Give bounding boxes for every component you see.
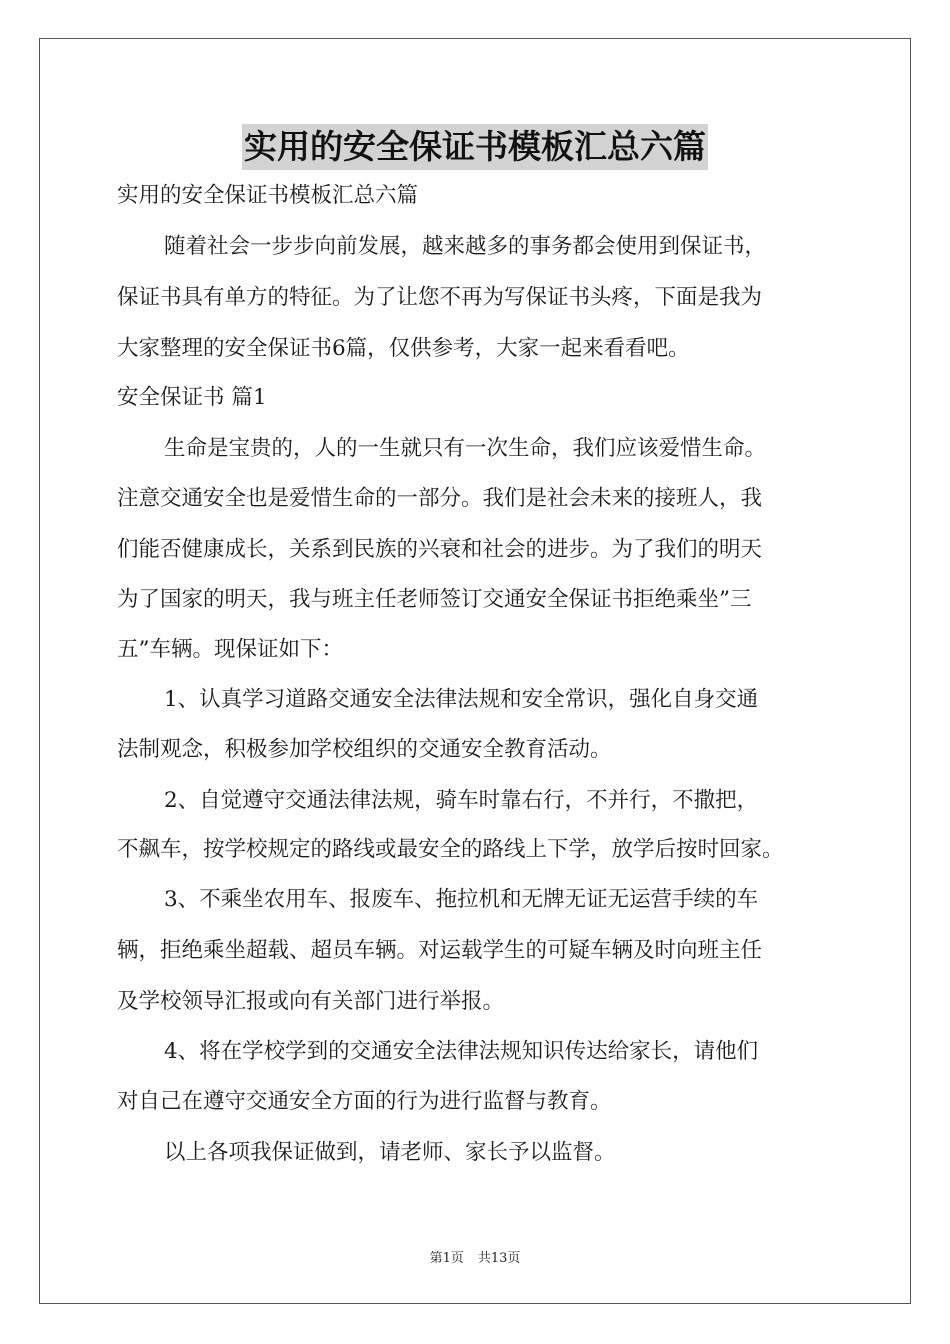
section-heading: 安全保证书 篇1 — [117, 385, 267, 410]
paragraph-line: 生命是宝贵的，人的一生就只有一次生命，我们应该爱惜生命。 — [164, 436, 767, 461]
paragraph-line: 们能否健康成长，关系到民族的兴衰和社会的进步。为了我们的明天 — [117, 537, 763, 562]
document-title: 实用的安全保证书模板汇总六篇 — [242, 124, 708, 170]
list-item-line: 对自己在遵守交通安全方面的行为进行监督与教育。 — [117, 1089, 612, 1114]
list-item-line: 辆，拒绝乘坐超载、超员车辆。对运载学生的可疑车辆及时向班主任 — [117, 938, 763, 963]
paragraph-line: 随着社会一步步向前发展，越来越多的事务都会使用到保证书， — [164, 234, 767, 259]
closing-line: 以上各项我保证做到，请老师、家长予以监督。 — [164, 1140, 616, 1165]
list-item-line: 3、不乘坐农用车、报废车、拖拉机和无牌无证无运营手续的车 — [164, 887, 759, 912]
paragraph-line: 保证书具有单方的特征。为了让您不再为写保证书头疼，下面是我为 — [117, 285, 763, 310]
page-footer — [0, 1247, 950, 1266]
paragraph-line: 五”车辆。现保证如下： — [117, 637, 343, 662]
page-total: 共13页 — [477, 1251, 521, 1266]
paragraph-line: 为了国家的明天，我与班主任老师签订交通安全保证书拒绝乘坐”三 — [117, 587, 752, 612]
list-item-line: 4、将在学校学到的交通安全法律法规知识传达给家长，请他们 — [164, 1039, 759, 1064]
list-item-line: 法制观念，积极参加学校组织的交通安全教育活动。 — [117, 737, 612, 762]
page-number: 第1页 — [429, 1251, 464, 1266]
paragraph-line: 注意交通安全也是爱惜生命的一部分。我们是社会未来的接班人，我 — [117, 486, 763, 511]
title-container — [0, 124, 950, 170]
list-item-line: 2、自觉遵守交通法律法规，骑车时靠右行，不并行，不撒把， — [164, 788, 759, 813]
list-item-line: 1、认真学习道路交通安全法律法规和安全常识，强化自身交通 — [164, 687, 759, 712]
list-item-line: 及学校领导汇报或向有关部门进行举报。 — [117, 989, 505, 1014]
paragraph-line: 大家整理的安全保证书6篇，仅供参考，大家一起来看看吧。 — [117, 336, 690, 361]
subtitle-line: 实用的安全保证书模板汇总六篇 — [117, 183, 419, 208]
list-item-line: 不飙车，按学校规定的路线或最安全的路线上下学，放学后按时回家。 — [117, 837, 784, 862]
